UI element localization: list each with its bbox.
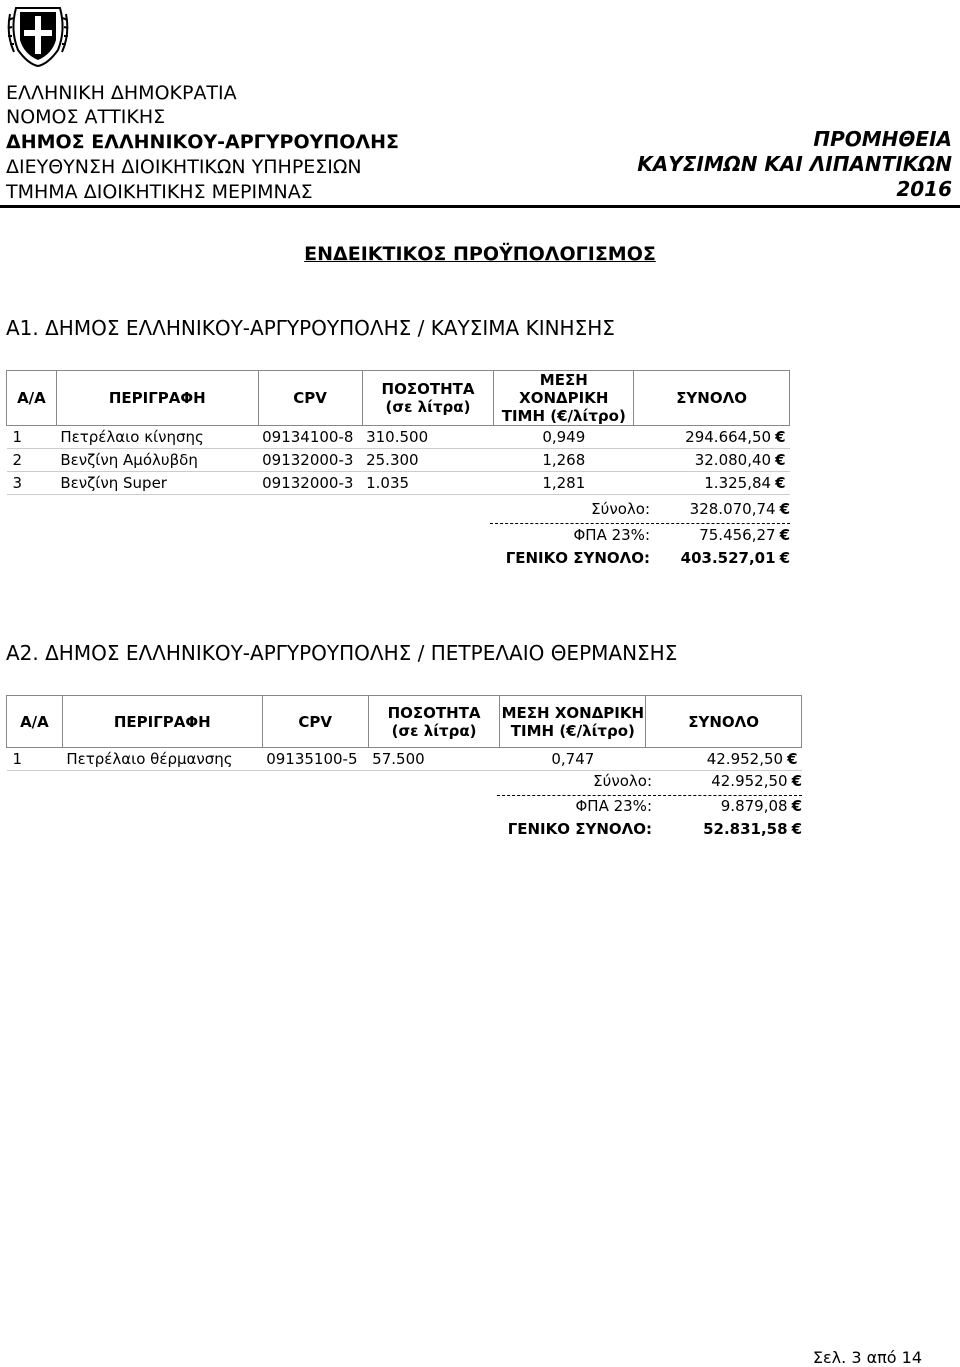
subtotal-value: 42.952,50 € (711, 772, 802, 790)
row-price: 1,268 (494, 449, 634, 472)
row-description: Βενζίνη Super (56, 472, 258, 495)
grand-total-value: 52.831,58 € (703, 820, 802, 838)
table-row (7, 449, 790, 472)
vat-label: ΦΠΑ 23%: (573, 526, 650, 544)
row-cpv: 09134100-8 (258, 426, 362, 449)
row-price: 0,747 (500, 748, 646, 771)
euro-symbol: € (787, 750, 798, 768)
table-row (7, 472, 790, 495)
row-description: Βενζίνη Αμόλυβδη (56, 449, 258, 472)
row-price: 1,281 (494, 472, 634, 495)
subtotal-label: Σύνολο: (591, 500, 650, 518)
row-total: 32.080,40 € (634, 449, 790, 472)
euro-symbol: € (775, 451, 786, 469)
header-municipality: ΔΗΜΟΣ ΕΛΛΗΝΙΚΟΥ-ΑΡΓΥΡΟΥΠΟΛΗΣ (6, 131, 400, 153)
row-quantity: 57.500 (368, 748, 500, 771)
header-country: ΕΛΛΗΝΙΚΗ ΔΗΜΟΚΡΑΤΙΑ (6, 82, 237, 104)
row-aa: 3 (7, 472, 57, 495)
header-project-line1: ΠΡΟΜΗΘΕΙΑ (813, 127, 952, 151)
subtotal-value: 328.070,74 € (689, 500, 790, 518)
row-quantity: 25.300 (362, 449, 494, 472)
row-total: 42.952,50 € (646, 748, 802, 771)
row-quantity: 310.500 (362, 426, 494, 449)
header-department: ΤΜΗΜΑ ΔΙΟΙΚΗΤΙΚΗΣ ΜΕΡΙΜΝΑΣ (6, 181, 313, 203)
euro-symbol: € (775, 428, 786, 446)
vat-label: ΦΠΑ 23%: (575, 797, 652, 815)
section1-dashed-divider (490, 523, 790, 524)
subtotal-label: Σύνολο: (593, 772, 652, 790)
section2-dashed-divider (497, 795, 802, 796)
row-aa: 2 (7, 449, 57, 472)
vat-value: 9.879,08 € (720, 797, 802, 815)
page-title: ΕΝΔΕΙΚΤΙΚΟΣ ΠΡΟΫΠΟΛΟΓΙΣΜΟΣ (304, 243, 656, 265)
grand-total-label: ΓΕΝΙΚΟ ΣΥΝΟΛΟ: (507, 820, 652, 838)
table-row (7, 748, 802, 771)
col-quantity: ΠΟΣΟΤΗΤΑ (σε λίτρα) (362, 371, 494, 426)
page-number: Σελ. 3 από 14 (812, 1348, 922, 1367)
section2-table (6, 695, 802, 771)
vat-value: 75.456,27 € (699, 526, 790, 544)
col-total: ΣΥΝΟΛΟ (646, 696, 802, 748)
col-price: ΜΕΣΗ ΧΟΝΔΡΙΚΗ ΤΙΜΗ (€/λίτρο) (494, 371, 634, 426)
row-aa: 1 (7, 426, 57, 449)
row-description: Πετρέλαιο θέρμανσης (62, 748, 262, 771)
col-aa: Α/Α (7, 371, 57, 426)
col-description: ΠΕΡΙΓΡΑΦΗ (56, 371, 258, 426)
row-total: 1.325,84 € (634, 472, 790, 495)
row-total: 294.664,50 € (634, 426, 790, 449)
grand-total-label: ΓΕΝΙΚΟ ΣΥΝΟΛΟ: (505, 549, 650, 567)
table-row (7, 426, 790, 449)
header-project-line2: ΚΑΥΣΙΜΩΝ ΚΑΙ ΛΙΠΑΝΤΙΚΩΝ (637, 152, 952, 176)
header-divider (0, 205, 960, 208)
header-project-year: 2016 (896, 177, 952, 201)
section1-title: Α1. ΔΗΜΟΣ ΕΛΛΗΝΙΚΟΥ-ΑΡΓΥΡΟΥΠΟΛΗΣ / ΚΑΥΣΙΜΑ ΚΙΝΗΣΗΣ (6, 316, 615, 340)
col-description: ΠΕΡΙΓΡΑΦΗ (62, 696, 262, 748)
row-quantity: 1.035 (362, 472, 494, 495)
col-price: ΜΕΣΗ ΧΟΝΔΡΙΚΗ ΤΙΜΗ (€/λίτρο) (500, 696, 646, 748)
header-directorate: ΔΙΕΥΘΥΝΣΗ ΔΙΟΙΚΗΤΙΚΩΝ ΥΠΗΡΕΣΙΩΝ (6, 156, 362, 178)
row-aa: 1 (7, 748, 63, 771)
grand-total-value: 403.527,01 € (680, 549, 790, 567)
greek-emblem-icon (6, 0, 70, 68)
col-total: ΣΥΝΟΛΟ (634, 371, 790, 426)
col-quantity: ΠΟΣΟΤΗΤΑ (σε λίτρα) (368, 696, 500, 748)
row-cpv: 09135100-5 (262, 748, 368, 771)
col-cpv: CPV (258, 371, 362, 426)
row-price: 0,949 (494, 426, 634, 449)
col-cpv: CPV (262, 696, 368, 748)
col-aa: Α/Α (7, 696, 63, 748)
row-cpv: 09132000-3 (258, 449, 362, 472)
section1-table (6, 370, 790, 495)
row-cpv: 09132000-3 (258, 472, 362, 495)
euro-symbol: € (775, 474, 786, 492)
section2-title: Α2. ΔΗΜΟΣ ΕΛΛΗΝΙΚΟΥ-ΑΡΓΥΡΟΥΠΟΛΗΣ / ΠΕΤΡΕΛΑΙΟ ΘΕΡΜΑΝΣΗΣ (6, 641, 678, 665)
row-description: Πετρέλαιο κίνησης (56, 426, 258, 449)
header-prefecture: ΝΟΜΟΣ ΑΤΤΙΚΗΣ (6, 106, 166, 128)
